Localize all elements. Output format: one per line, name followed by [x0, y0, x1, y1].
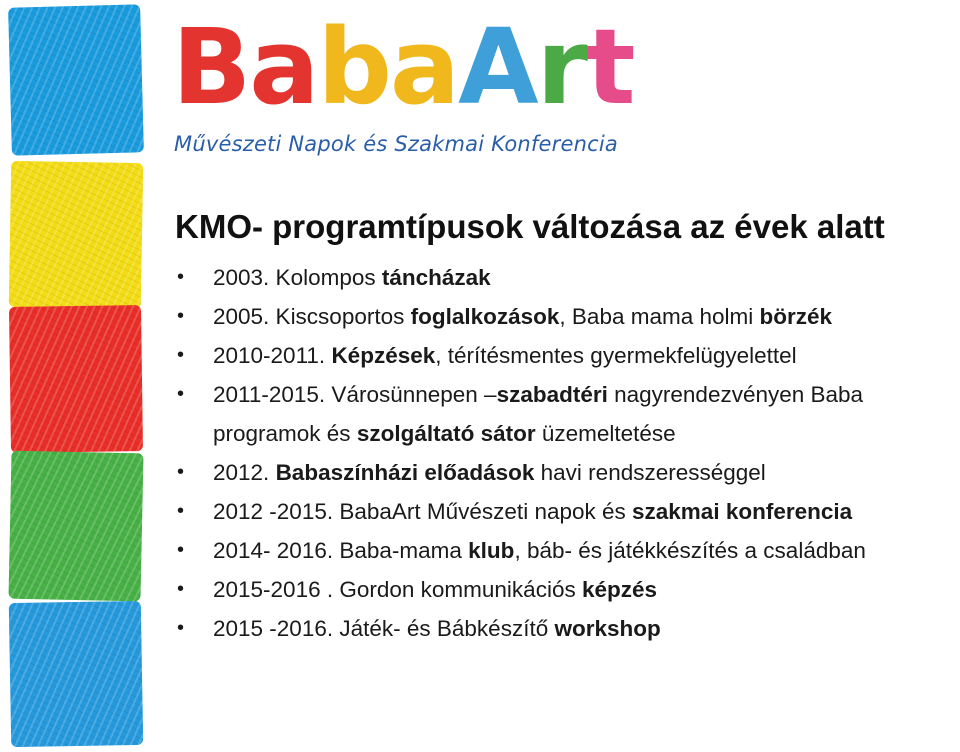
list-item [175, 492, 955, 531]
red-swatch [9, 305, 143, 453]
logo-part: Ba [172, 6, 318, 128]
text: nagyrendezvényen Baba programok és [213, 382, 864, 446]
bullet-icon: • [177, 266, 185, 288]
text: 2010-2011. [213, 343, 332, 368]
text: 2012. [213, 460, 276, 485]
text: 2003. Kolompos [213, 265, 382, 290]
babaart-logo [172, 8, 642, 158]
text: 2015-2016 . Gordon kommunikációs [213, 577, 582, 602]
text: , Baba mama holmi [559, 304, 760, 329]
bullet-icon: • [177, 578, 185, 600]
logo-part: ba [317, 6, 459, 128]
bold-text: szakmai konferencia [632, 499, 853, 524]
list-item [175, 297, 955, 336]
logo-part: t [585, 6, 634, 128]
green-swatch [8, 451, 143, 602]
slide-title: KMO- programtípusok változása az évek alatt [175, 208, 885, 245]
text: 2014- 2016. Baba-mama [213, 538, 469, 563]
blue-swatch [8, 4, 144, 155]
color-swatch-column [0, 0, 160, 752]
text: , térítésmentes gyermekfelügyelettel [435, 343, 797, 368]
program-list [175, 258, 955, 648]
bold-text: Képzések [331, 343, 436, 368]
bullet-icon: • [177, 500, 185, 522]
bold-text: börzék [759, 304, 833, 329]
text: havi rendszerességgel [534, 460, 766, 485]
bullet-icon: • [177, 305, 185, 327]
bold-text: szolgáltató sátor [356, 421, 536, 446]
bullet-icon: • [177, 344, 185, 366]
bullet-icon: • [177, 461, 185, 483]
text: , báb- és játékkészítés a családban [514, 538, 866, 563]
yellow-swatch [9, 161, 144, 309]
list-item [175, 570, 955, 609]
bullet-icon: • [177, 539, 185, 561]
bold-text: Babaszínházi előadások [275, 460, 535, 485]
list-item [175, 375, 955, 453]
bold-text: foglalkozások [410, 304, 560, 329]
bold-text: szabadtéri [496, 382, 608, 407]
bullet-icon: • [177, 617, 185, 639]
text: 2011-2015. Városünnepen – [213, 382, 497, 407]
bold-text: klub [468, 538, 515, 563]
logo-wordmark [172, 8, 634, 126]
list-item [175, 609, 955, 648]
text: 2015 -2016. Játék- és Bábkészítő [213, 616, 555, 641]
blue-swatch-bottom [9, 601, 143, 747]
bold-text: táncházak [381, 265, 491, 290]
list-item [175, 336, 955, 375]
list-item [175, 258, 955, 297]
logo-part: A [458, 6, 537, 128]
bullet-icon: • [177, 383, 185, 405]
text: 2012 -2015. BabaArt Művészeti napok és [213, 499, 633, 524]
text: 2005. Kiscsoportos [213, 304, 411, 329]
bold-text: képzés [581, 577, 658, 602]
list-item [175, 531, 955, 570]
text: üzemeltetése [535, 421, 676, 446]
logo-part: r [536, 6, 586, 128]
bold-text: workshop [554, 616, 661, 641]
logo-subtitle: Művészeti Napok és Szakmai Konferencia [174, 132, 618, 156]
list-item [175, 453, 955, 492]
